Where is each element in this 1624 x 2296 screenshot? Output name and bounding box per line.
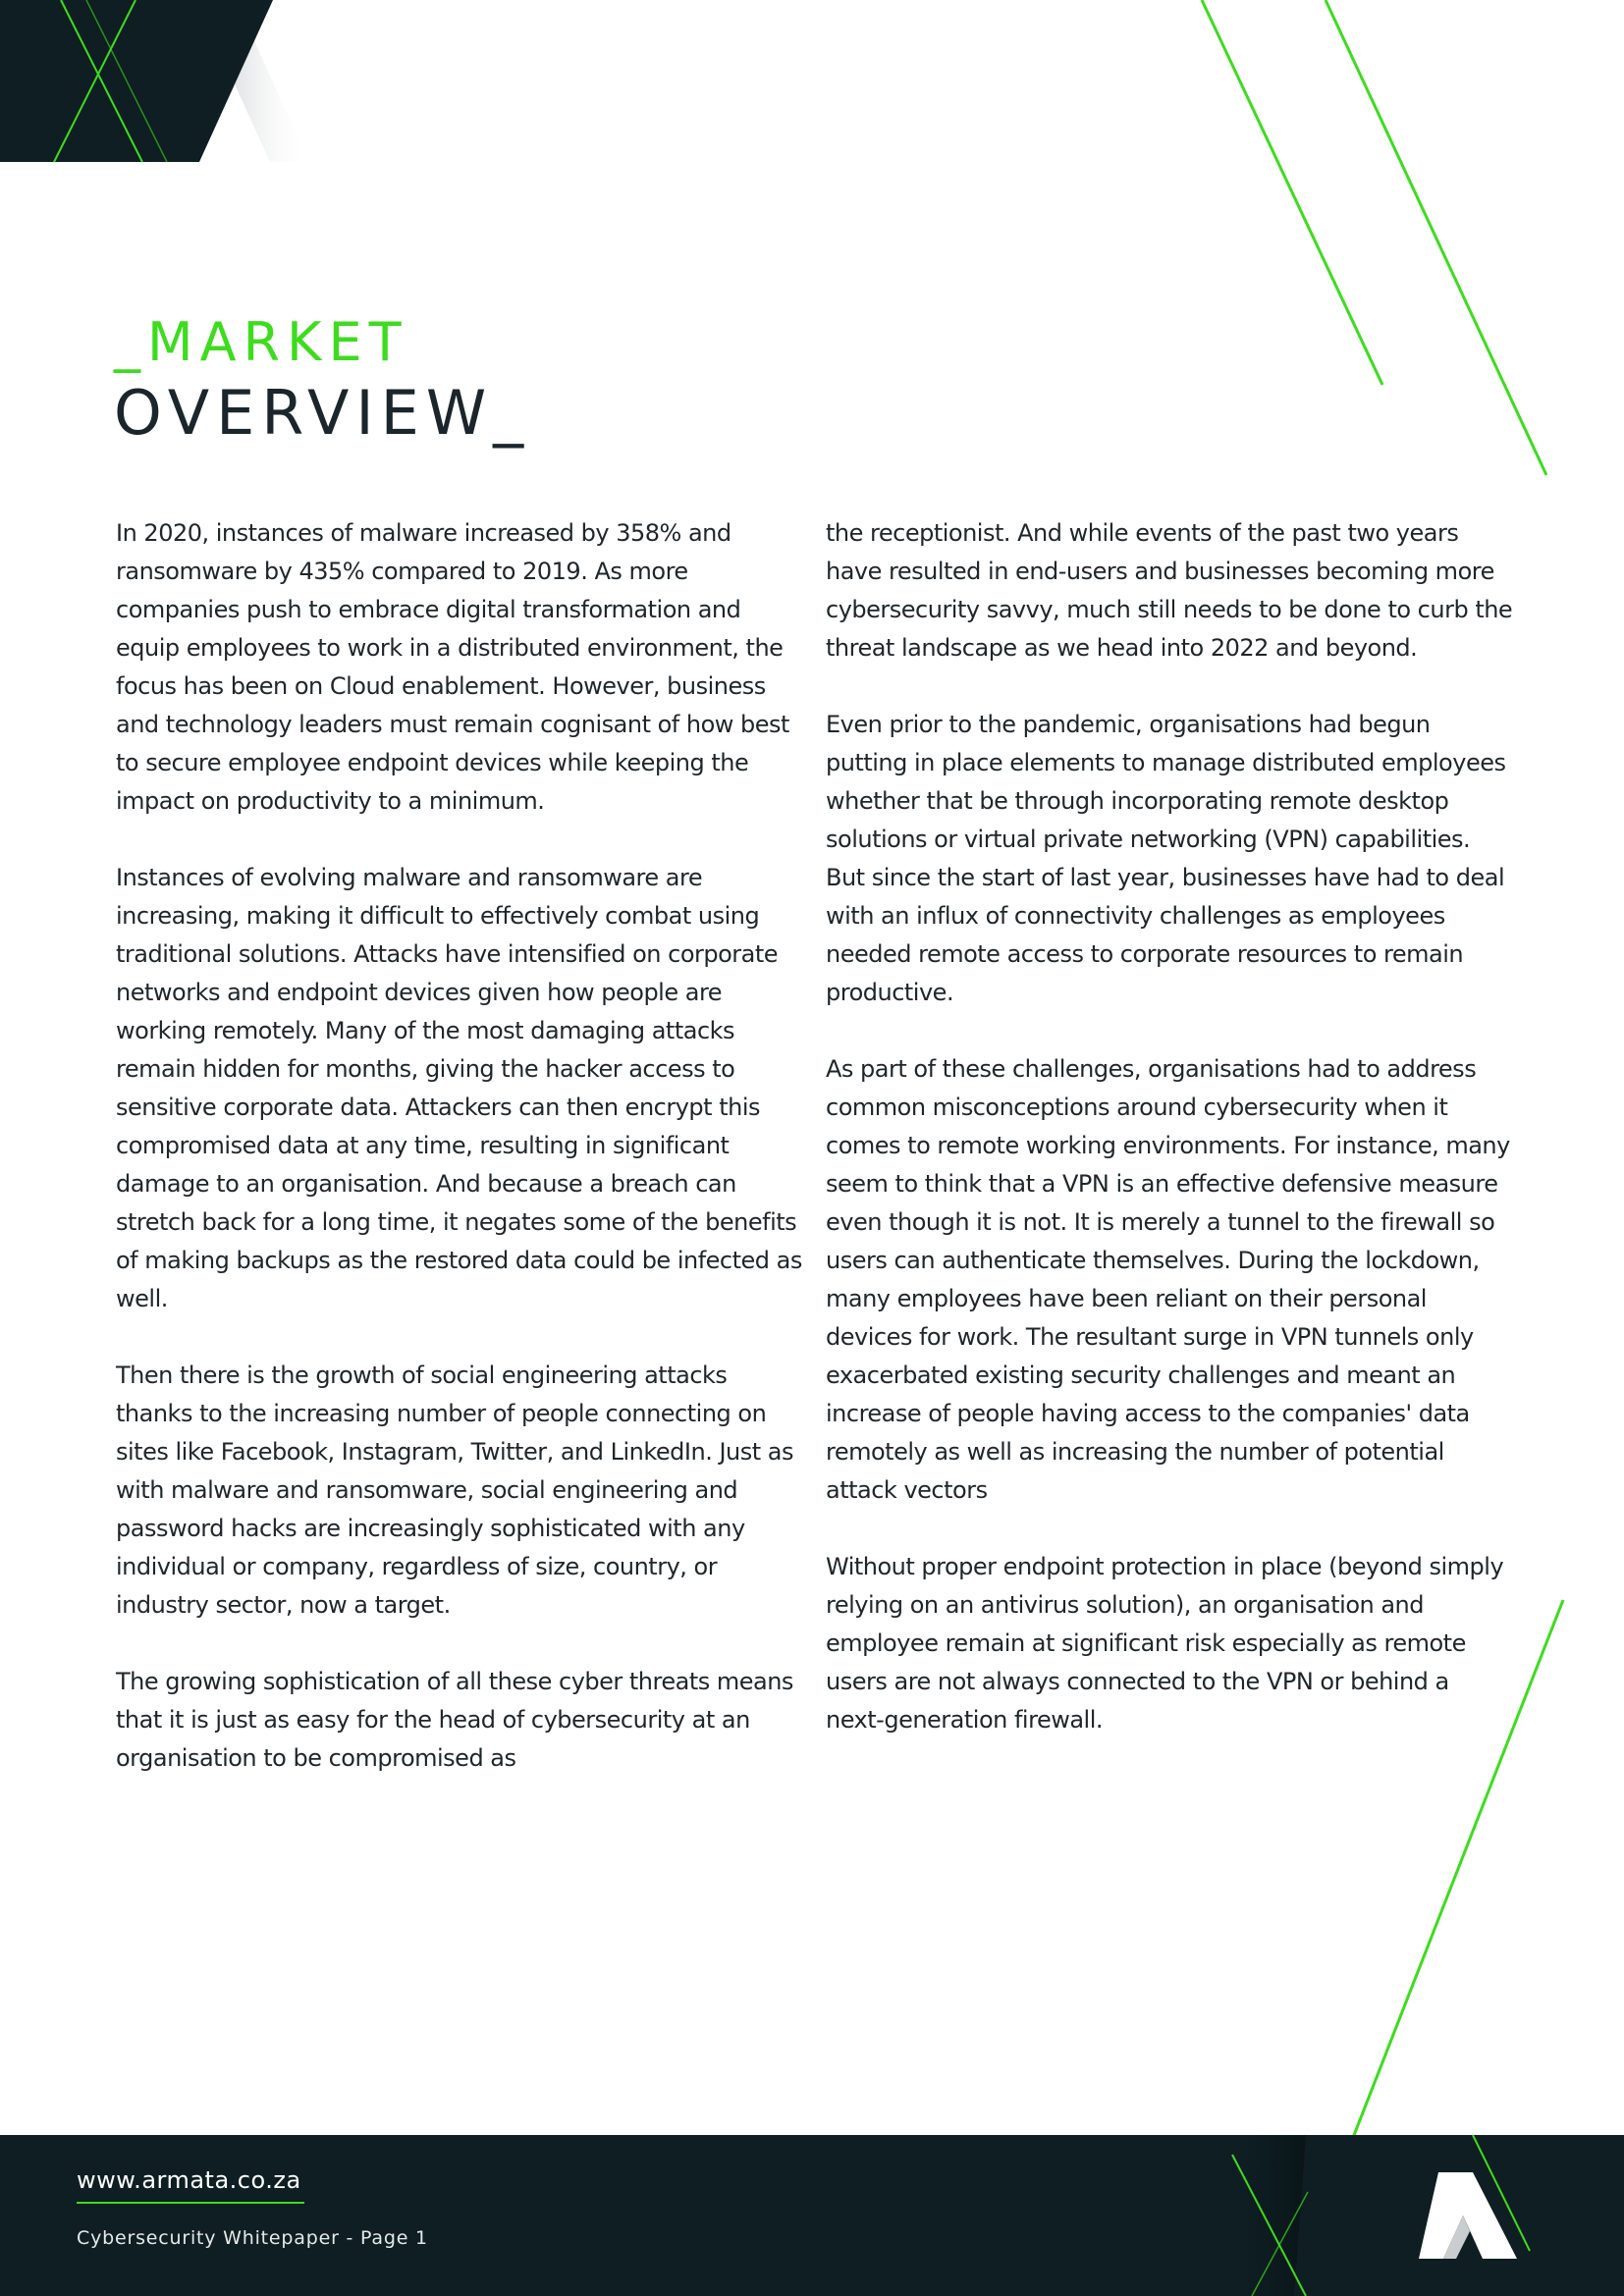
website-link[interactable]: www.armata.co.za — [77, 2166, 301, 2194]
armata-a-logo-icon — [1419, 2172, 1517, 2259]
paragraph: Even prior to the pandemic, organisations had begun putting in place elements to manage distributed employees whether that be through incorporating remote desktop solutions or virtual private networking (VPN) capabilities. But since the start of last year, businesses have had to deal with an influx of connectivity challenges as employees needed remote access to corporate resources to remain productive. — [826, 711, 1506, 1006]
footer-graphics — [0, 2135, 1624, 2296]
paragraph: In 2020, instances of malware increased by 358% and ransomware by 435% compared to 2019. As more companies push to embrace digital transformation and equip employees to work in a distributed environment, the focus has been on Cloud enablement. However, business and technology leaders must remain cognisant of how best to secure employee endpoint devices while keeping the impact on productivity to a minimum. — [116, 519, 789, 815]
paragraph: Without proper endpoint protection in place (beyond simply relying on an antivirus solution), an organisation and employee remain at significant risk especially as remote users are not always connected to the VPN or behind a next-generation firewall. — [826, 1553, 1504, 1734]
paragraph: The growing sophistication of all these cyber threats means that it is just as easy for the head of cybersecurity at an organisation to be compromised as — [116, 1668, 793, 1772]
paragraph: As part of these challenges, organisations had to address common misconceptions around cybersecurity when it comes to remote working environments. For instance, many seem to think that a VPN is an effective defensive measure even though it is not. It is merely a tunnel to the firewall so users can authenticate themselves. During the lockdown, many employees have been reliant on their personal devices for work. The resultant surge in VPN tunnels only exacerbated existing security challenges and meant an increase of people having access to the companies' data remotely as well as increasing the number of potential attack vectors — [826, 1055, 1510, 1504]
left-text-column — [116, 514, 803, 1816]
heading-line-market: _MARKET — [114, 311, 408, 373]
page-footer — [0, 2135, 1624, 2296]
paragraph: the receptionist. And while events of the past two years have resulted in end-users and businesses becoming more cybersecurity savvy, much still needs to be done to curb the threat landscape as we head into 2022 and beyond. — [826, 519, 1513, 662]
footer-url-underline — [77, 2202, 304, 2204]
right-text-column — [826, 514, 1513, 1778]
footer-page-label: Cybersecurity Whitepaper - Page 1 — [77, 2227, 428, 2249]
section-heading — [114, 311, 531, 449]
paragraph: Instances of evolving malware and ransomware are increasing, making it difficult to effectively combat using traditional solutions. Attacks have intensified on corporate networks and endpoint devices given how people are working remotely. Many of the most damaging attacks remain hidden for months, giving the hacker access to sensitive corporate data. Attackers can then encrypt this compromised data at any time, resulting in significant damage to an organisation. And because a breach can stretch back for a long time, it negates some of the benefits of making backups as the restored data could be infected as well. — [116, 864, 802, 1312]
paragraph: Then there is the growth of social engineering attacks thanks to the increasing number of people connecting on sites like Facebook, Instagram, Twitter, and LinkedIn. Just as with malware and ransomware, social engineering and password hacks are increasingly sophisticated with any individual or company, regardless of size, country, or industry sector, now a target. — [116, 1362, 793, 1619]
heading-line-overview: OVERVIEW_ — [114, 377, 531, 449]
top-left-corner-graphic — [0, 0, 309, 162]
top-right-green-lines — [1202, 0, 1546, 475]
